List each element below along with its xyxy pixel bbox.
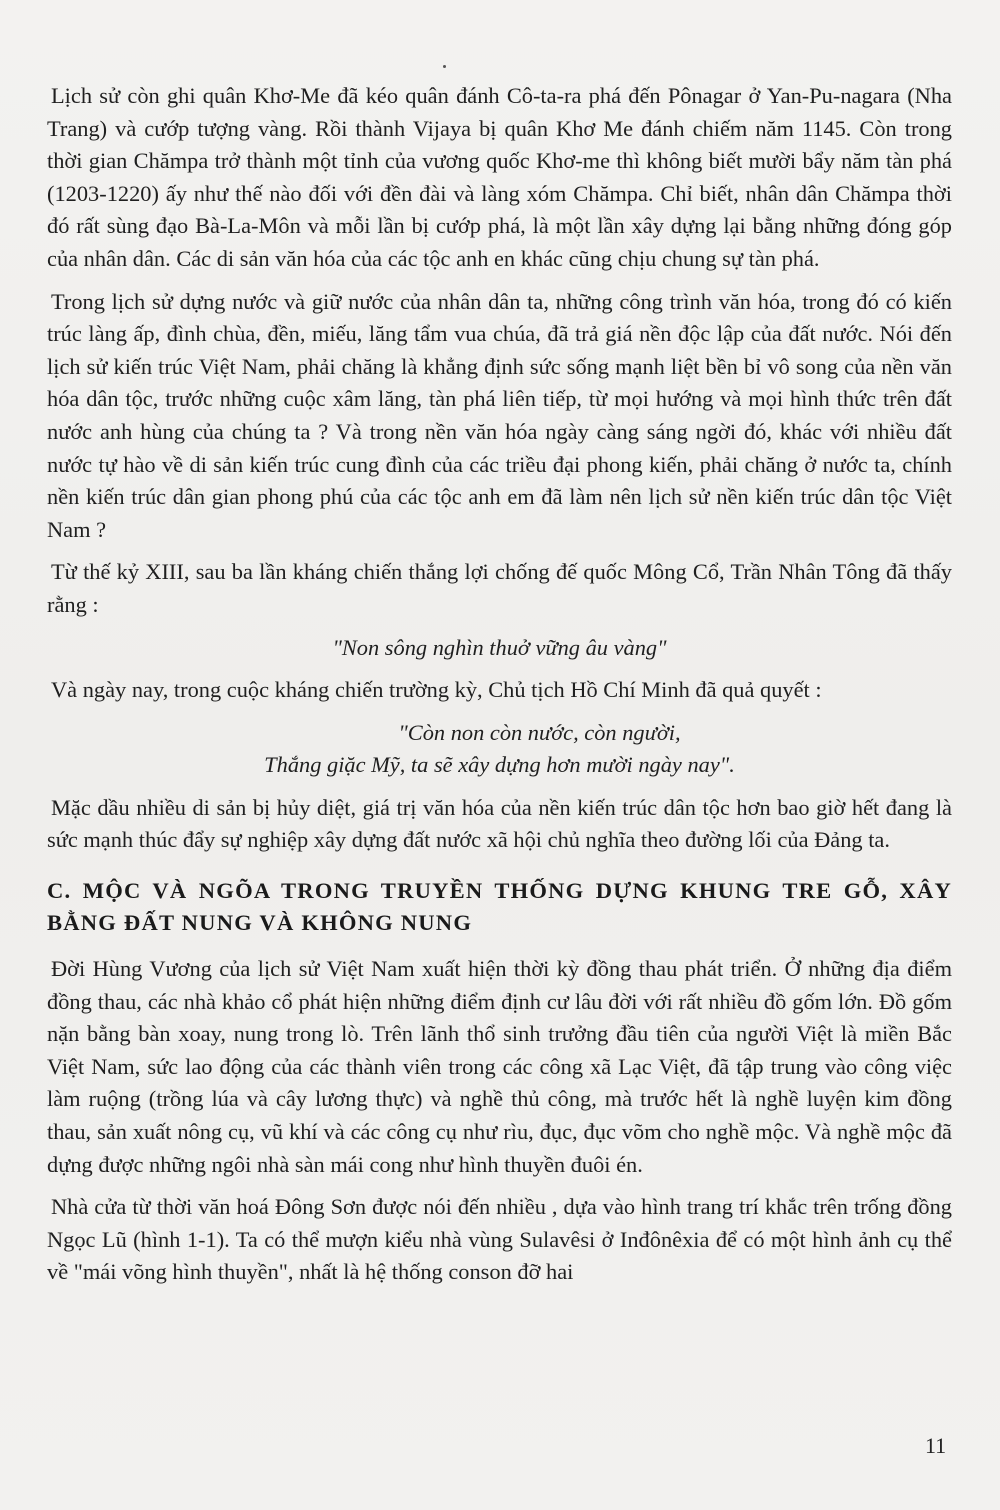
paragraph-national-culture: Trong lịch sử dựng nước và giữ nước của nhân dân ta, những công trình văn hóa, trong đó có kiến trúc làng ấp, đình chùa, đền, miếu, lăng tẩm vua chúa, đã trả giá nền độc lập của đất nước. Nói đến lịch sử kiến trúc Việt Nam, phải chăng là khẳng định sức sống mạnh liệt bền bỉ vô song của nền văn hóa dân tộc, trước những cuộc xâm lăng, tàn phá liên tiếp, từ mọi hướng và mọi hình thức trên đất nước anh hùng của chúng ta ? Và trong nền văn hóa ngày càng sáng ngời đó, khác với nhiều đất nước tự hào về di sản kiến trúc cung đình của các triều đại phong kiến, phải chăng ở nước ta, chính nền kiến trúc dân gian phong phú của các tộc anh em đã làm nên lịch sử nền kiến trúc dân tộc Việt Nam ? (47, 288, 952, 542)
paragraph-dong-son: Nhà cửa từ thời văn hoá Đông Sơn được nói đến nhiều , dựa vào hình trang trí khắc trên trống đồng Ngọc Lũ (hình 1-1). Ta có thể mượn kiểu nhà vùng Sulavêsi ở Inđônêxia để có một hình ảnh cụ thể về "mái võng hình thuyền", nhất là hệ thống conson đỡ hai (47, 1194, 952, 1285)
page-body (47, 80, 952, 1299)
paragraph-ho-chi-minh-intro: Và ngày nay, trong cuộc kháng chiến trường kỳ, Chủ tịch Hồ Chí Minh đã quả quyết : (51, 677, 822, 703)
print-speck (443, 65, 446, 68)
quote-tran-nhan-tong: "Non sông nghìn thuở vững âu vàng" (332, 634, 667, 660)
paragraph-champa-history: Lịch sử còn ghi quân Khơ-Me đã kéo quân đánh Cô-ta-ra phá đến Pônagar ở Yan-Pu-nagara (Nha Trang) và cướp tượng vàng. Rồi thành Vijaya bị quân Khơ Me đánh chiếm năm 1145. Còn trong thời gian Chămpa trở thành một tỉnh của vương quốc Khơ-me thì không biết mười bẩy năm tàn phá (1203-1220) ấy như thế nào đối với đền đài và làng xóm Chămpa. Chỉ biết, nhân dân Chămpa thời đó rất sùng đạo Bà-La-Môn và mỗi lần bị cướp phá, là một lần xây dựng lại bằng những đóng góp của nhân dân. Các di sản văn hóa của các tộc anh en khác cũng chịu chung sự tàn phá. (47, 83, 952, 271)
quote-line-2: Thắng giặc Mỹ, ta sẽ xây dựng hơn mười ngày nay". (264, 752, 735, 778)
paragraph-heritage-value: Mặc dầu nhiều di sản bị hủy diệt, giá trị văn hóa của nền kiến trúc dân tộc hơn bao giờ hết đang là sức mạnh thúc đẩy sự nghiệp xây dựng đất nước xã hội chủ nghĩa theo đường lối của Đảng ta. (47, 794, 952, 853)
quote-ho-chi-minh (47, 717, 952, 782)
paragraph-tran-nhan-tong: Từ thế kỷ XIII, sau ba lần kháng chiến thắng lợi chống đế quốc Mông Cổ, Trần Nhân Tông đã thấy rằng : (47, 559, 952, 617)
section-heading: C. MỘC VÀ NGÕA TRONG TRUYỀN THỐNG DỰNG KHUNG TRE GỖ, XÂY BẰNG ĐẤT NUNG VÀ KHÔNG NUNG (47, 878, 952, 936)
paragraph-hung-vuong: Đời Hùng Vương của lịch sử Việt Nam xuất hiện thời kỳ đồng thau phát triển. Ở những địa điểm đồng thau, các nhà khảo cổ phát hiện những điểm định cư lâu đời với rất nhiều đồ gốm lớn. Đồ gốm nặn bằng bàn xoay, nung trong lò. Trên lãnh thổ sinh trưởng đầu tiên của người Việt là miền Bắc Việt Nam, sức lao động của các thành viên trong các công xã Lạc Việt, đã tập trung vào công việc làm ruộng (trồng lúa và cây lương thực) và nghề thủ công, mà trước hết là nghề luyện kim đồng thau, sản xuất nông cụ, vũ khí và các công cụ như rìu, đục, đục võm cho nghề mộc. Và nghề mộc đã dựng được những ngôi nhà sàn mái cong như hình thuyền đuôi én. (47, 956, 952, 1177)
page-number: 11 (925, 1433, 947, 1458)
quote-line-1: "Còn non còn nước, còn người, (398, 719, 681, 745)
